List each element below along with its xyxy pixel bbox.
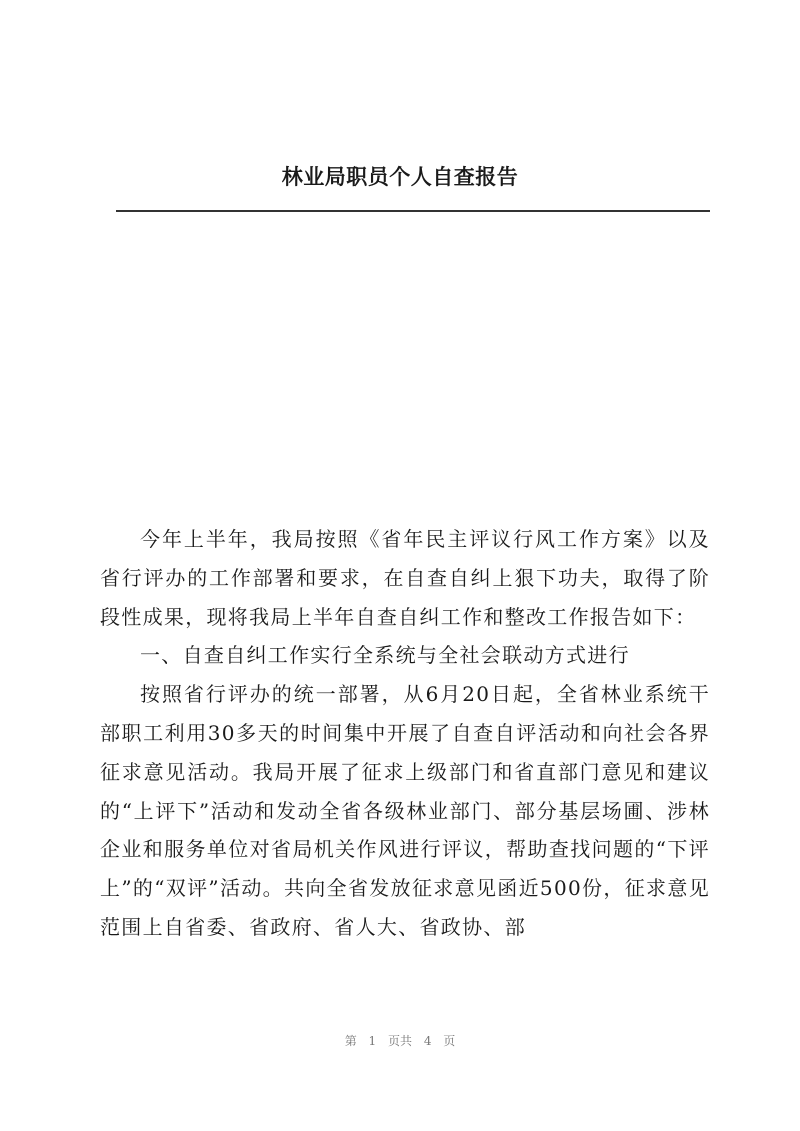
paragraph-section-1: 按照省行评办的统一部署，从6月20日起，全省林业系统干部职工利用30多天的时间集中开展了自查自评活动和向社会各界征求意见活动。我局开展了征求上级部门和省直部门意见和建议的“上评下”活动和发动全省各级林业部门、部分基层场圃、涉林企业和服务单位对省局机关作风进行评议，帮助查找问题的“下评上”的“双评”活动。共向全省发放征求意见函近500份，征求意见范围上自省委、省政府、省人大、省政协、部 — [100, 682, 710, 939]
document-body — [100, 520, 710, 947]
document-title: 林业局职员个人自查报告 — [281, 165, 519, 189]
page-footer: 第 1 页共 4 页 — [344, 1034, 456, 1048]
title-divider — [116, 210, 710, 212]
section-heading-1: 一、自查自纠工作实行全系统与全社会联动方式进行 — [140, 643, 630, 668]
paragraph-intro: 今年上半年，我局按照《省年民主评议行风工作方案》以及省行评办的工作部署和要求，在自查自纠上狠下功夫，取得了阶段性成果，现将我局上半年自查自纠工作和整改工作报告如下： — [100, 527, 710, 629]
